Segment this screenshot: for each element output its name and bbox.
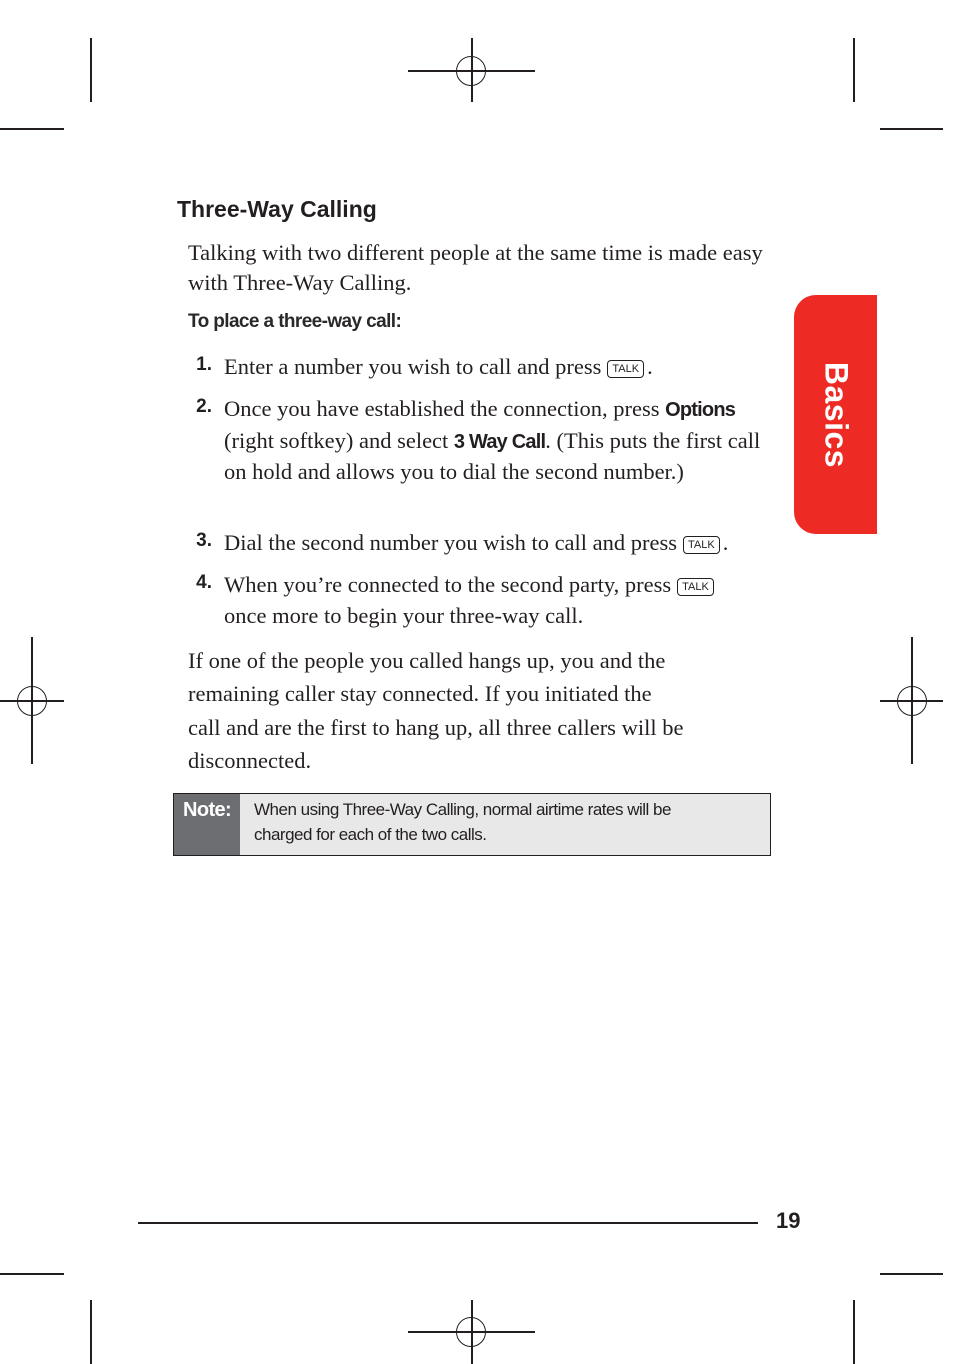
note-box	[173, 793, 771, 856]
step-number: 2.	[196, 396, 212, 417]
step-text: Once you have established the connection, press Options (right softkey) and select 3 Way Call. (This puts the first call on hold and allows you to dial the second number.)	[224, 396, 761, 484]
step-text: Dial the second number you wish to call and press TALK .	[224, 530, 729, 555]
closing-paragraph: If one of the people you called hangs up, you and the remaining caller stay connected. If you initiated the call and are the first to hang up, all three callers will be disconnected.	[188, 648, 684, 773]
step-number: 1.	[196, 354, 212, 375]
section-side-tab	[794, 295, 877, 534]
talk-key-icon: TALK	[683, 536, 720, 554]
note-text: When using Three-Way Calling, normal airtime rates will be charged for each of the two calls.	[254, 800, 671, 844]
step-number: 4.	[196, 572, 212, 593]
step-text: Enter a number you wish to call and press TALK .	[224, 354, 653, 379]
note-label: Note:	[174, 794, 240, 855]
footer-rule	[138, 1222, 758, 1224]
step-text: When you’re connected to the second party, press TALK once more to begin your three-way call.	[224, 570, 774, 631]
side-tab-label: Basics	[818, 361, 854, 468]
procedure-heading: To place a three-way call:	[188, 311, 402, 332]
section-title: Three-Way Calling	[177, 196, 377, 222]
intro-paragraph: Talking with two different people at the same time is made easy with Three-Way Calling.	[188, 240, 763, 295]
talk-key-icon: TALK	[607, 360, 644, 378]
step-number: 3.	[196, 530, 212, 551]
talk-key-icon: TALK	[677, 578, 714, 596]
page-number: 19	[776, 1208, 801, 1233]
three-way-call-menu-label: 3 Way Call	[453, 430, 546, 453]
options-softkey-label: Options	[665, 399, 736, 421]
